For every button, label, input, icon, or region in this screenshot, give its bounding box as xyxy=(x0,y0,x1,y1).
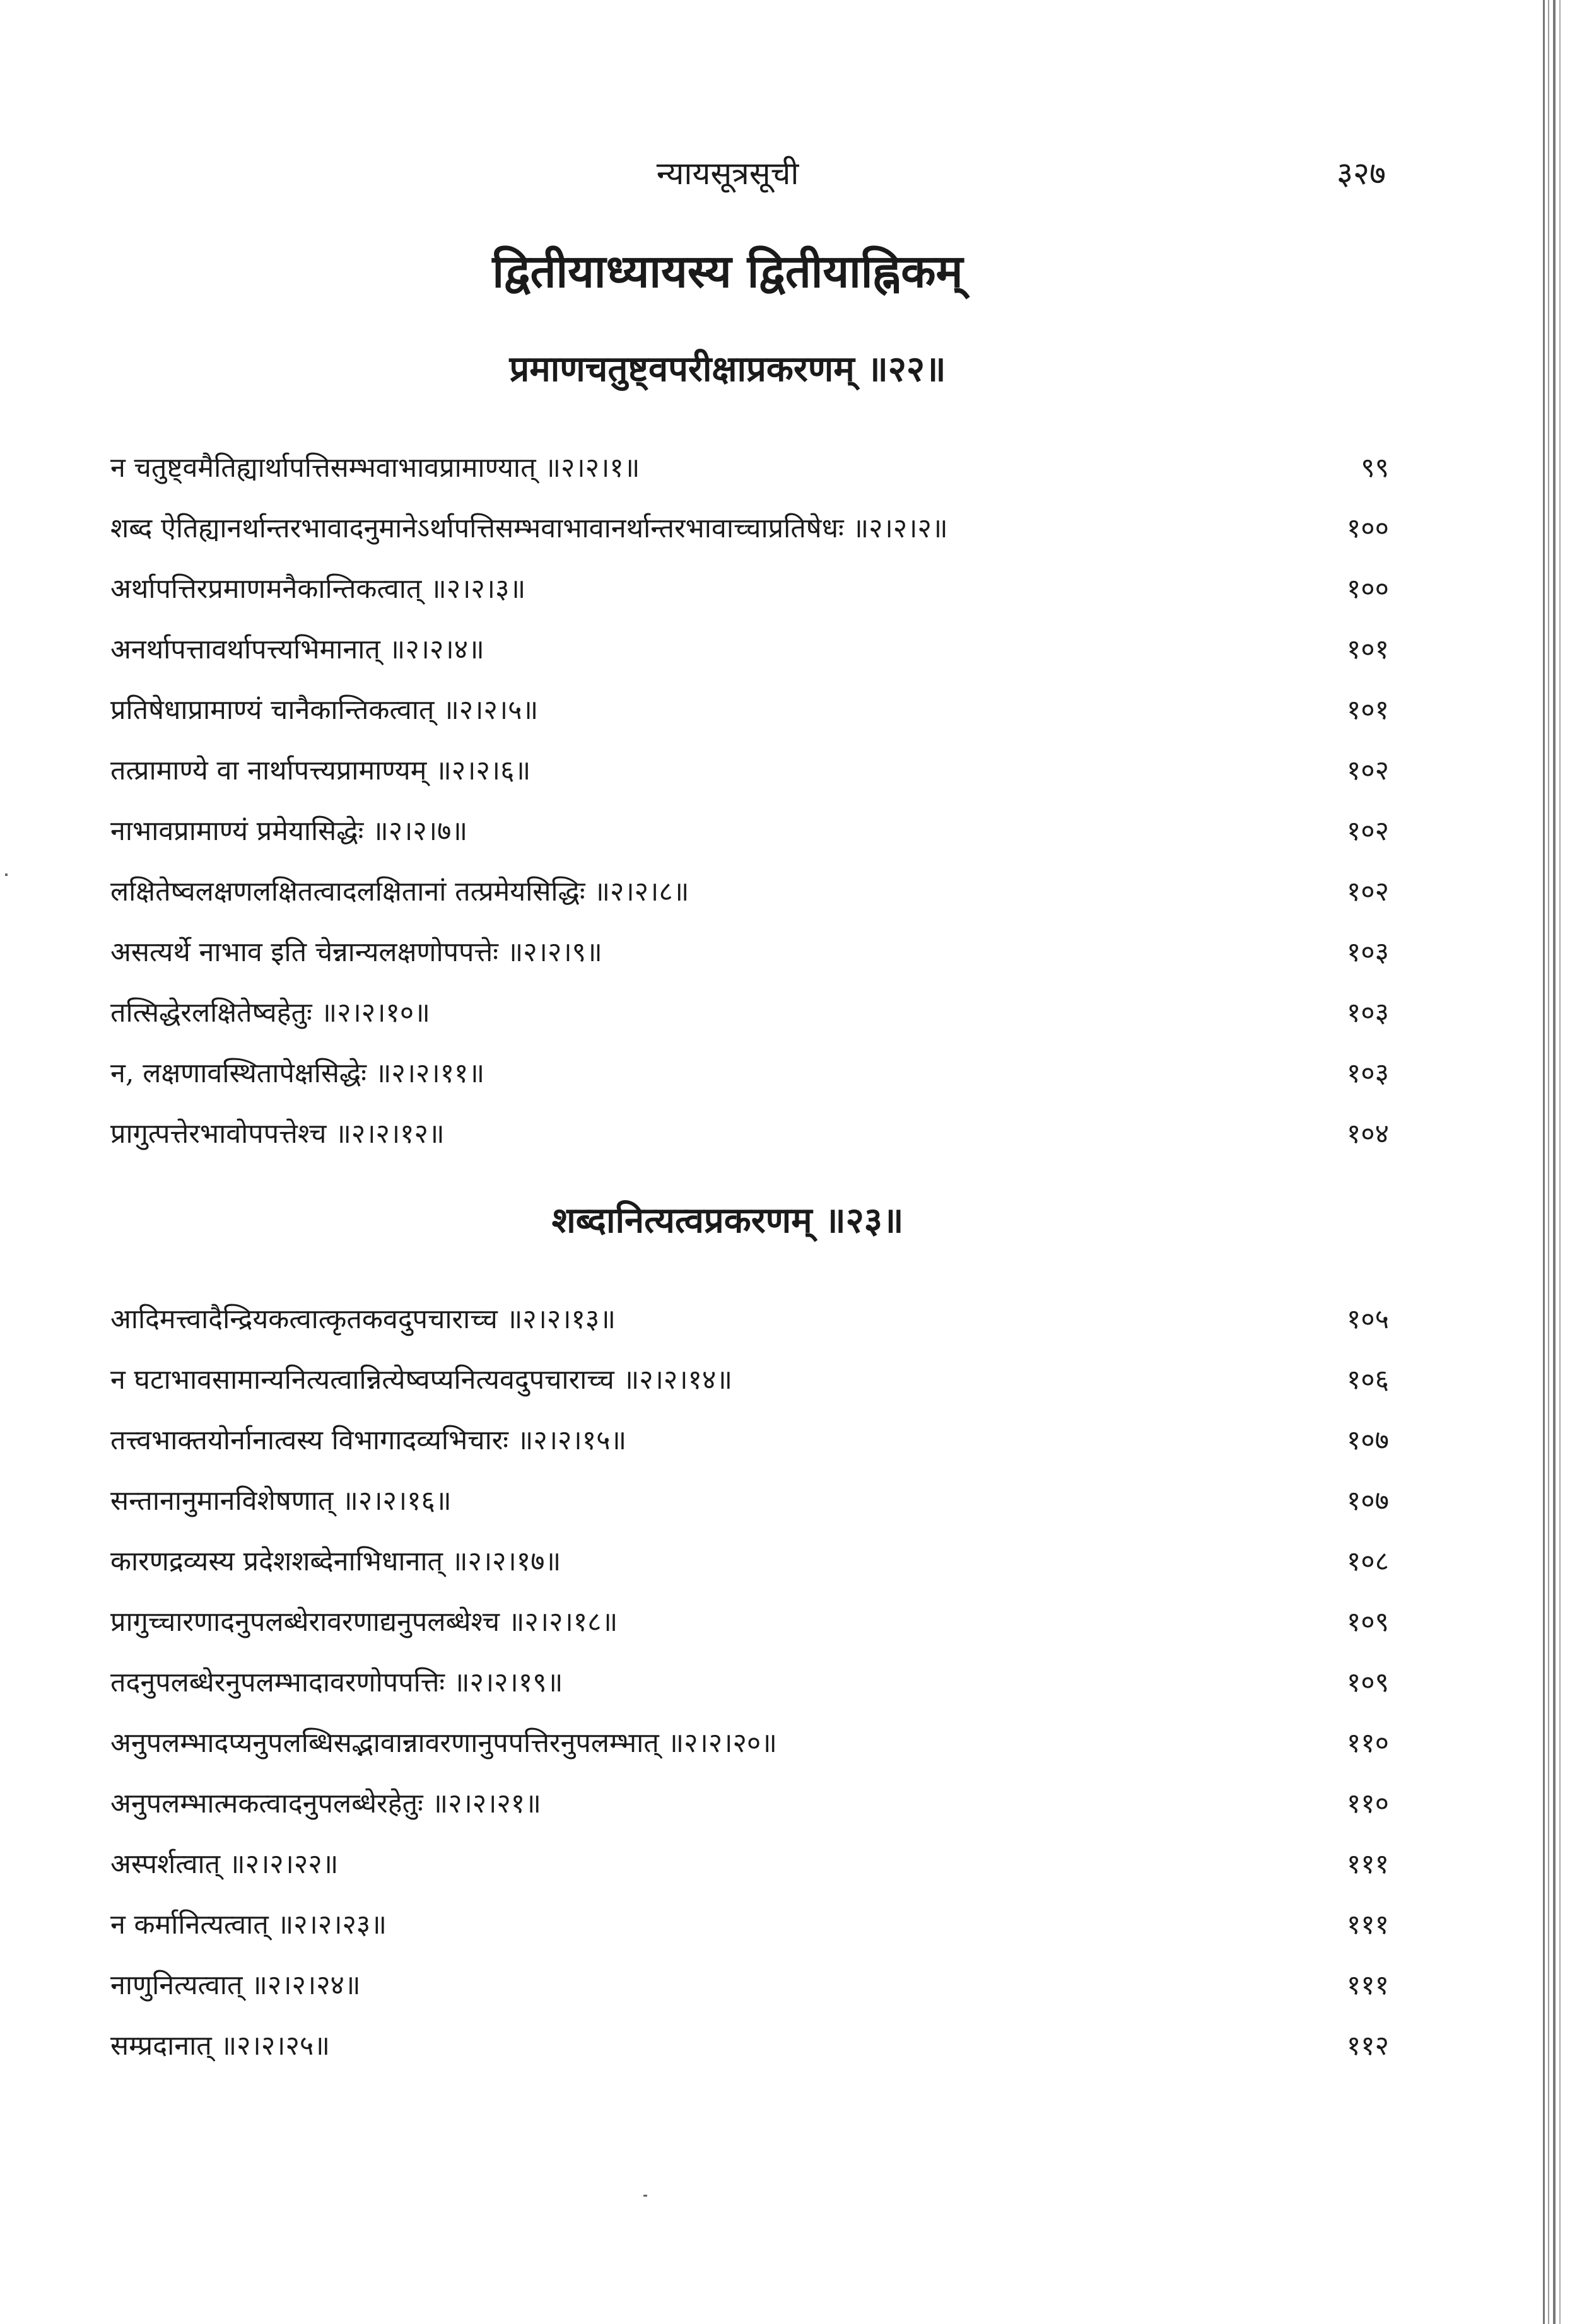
running-title: न्यायसूत्रसूची xyxy=(656,155,799,192)
sutra-text: प्रतिषेधाप्रामाण्यं चानैकान्तिकत्वात् ॥२।२।५॥ xyxy=(110,694,539,726)
sutra-page-ref: १०२ xyxy=(1346,815,1389,847)
sutra-text: न चतुष्ट्वमैतिह्यार्थापत्तिसम्भवाभावप्रामाण्यात् ॥२।२।१॥ xyxy=(110,452,640,484)
sutra-text: नाभावप्रामाण्यं प्रमेयासिद्धेः ॥२।२।७॥ xyxy=(110,815,468,847)
sutra-page-ref: १०३ xyxy=(1346,937,1389,968)
sutra-text: तत्त्वभाक्तयोर्नानात्वस्य विभागादव्यभिचारः ॥२।२।१५॥ xyxy=(110,1425,627,1456)
sutra-page-ref: १०३ xyxy=(1346,997,1389,1029)
sutra-page-ref: ११२ xyxy=(1346,2030,1389,2062)
sutra-entry xyxy=(0,559,1594,619)
running-head xyxy=(0,148,1594,199)
sutra-text: अनर्थापत्तावर्थापत्त्यभिमानात् ॥२।२।४॥ xyxy=(110,634,484,665)
sutra-text: सम्प्रदानात् ॥२।२।२५॥ xyxy=(110,2030,330,2062)
sutra-page-ref: १०२ xyxy=(1346,876,1389,908)
sutra-page-ref: १०० xyxy=(1346,573,1389,605)
sutra-entry xyxy=(0,861,1594,922)
sutra-page-ref: ९९ xyxy=(1361,452,1389,484)
sutra-entry xyxy=(0,1713,1594,1773)
sutra-entry xyxy=(0,1955,1594,2016)
sutra-entry xyxy=(0,680,1594,740)
scan-speck xyxy=(5,873,8,876)
sutra-page-ref: १०४ xyxy=(1346,1118,1389,1150)
sutra-entry xyxy=(0,1592,1594,1652)
sutra-page-ref: १०५ xyxy=(1346,1304,1389,1335)
sutra-text: नाणुनित्यत्वात् ॥२।२।२४॥ xyxy=(110,1970,361,2001)
sutra-text: असत्यर्थे नाभाव इति चेन्नान्यलक्षणोपपत्तेः ॥२।२।९॥ xyxy=(110,937,602,968)
section-heading: शब्दानित्यत्वप्रकरणम् ॥२३॥ xyxy=(551,1200,904,1241)
sutra-entry xyxy=(0,1350,1594,1410)
sutra-text: शब्द ऐतिह्यानर्थान्तरभावादनुमानेऽर्थापत्तिसम्भवाभावानर्थान्तरभावाच्चाप्रतिषेधः ॥२।२।२॥ xyxy=(110,513,948,544)
sutra-page-ref: १११ xyxy=(1346,1909,1389,1941)
sutra-entry xyxy=(0,983,1594,1043)
sutra-entry xyxy=(0,498,1594,559)
sutra-text: न कर्मानित्यत्वात् ॥२।२।२३॥ xyxy=(110,1909,387,1941)
sutra-page-ref: १०१ xyxy=(1346,694,1389,726)
sutra-text: अस्पर्शत्वात् ॥२।२।२२॥ xyxy=(110,1848,339,1880)
sutra-entry xyxy=(0,1471,1594,1531)
sutra-entry xyxy=(0,1895,1594,1955)
sutra-page-ref: १०२ xyxy=(1346,755,1389,786)
sutra-page-ref: ११० xyxy=(1346,1727,1389,1759)
sutra-text: अर्थापत्तिरप्रमाणमनैकान्तिकत्वात् ॥२।२।३॥ xyxy=(110,573,526,605)
section-pramana xyxy=(0,341,1594,1164)
sutra-text: प्रागुच्चारणादनुपलब्धेरावरणाद्यनुपलब्धेश्च ॥२।२।१८॥ xyxy=(110,1606,618,1638)
sutra-text: अनुपलम्भादप्यनुपलब्धिसद्भावान्नावरणानुपपत्तिरनुपलम्भात् ॥२।२।२०॥ xyxy=(110,1727,777,1759)
sutra-entry xyxy=(0,438,1594,498)
sutra-page-ref: १०८ xyxy=(1346,1546,1389,1577)
sutra-page-ref: १११ xyxy=(1346,1970,1389,2001)
sutra-entry xyxy=(0,1773,1594,1834)
sutra-page-ref: १०३ xyxy=(1346,1058,1389,1089)
sutra-text: कारणद्रव्यस्य प्रदेशशब्देनाभिधानात् ॥२।२।१७॥ xyxy=(110,1546,561,1577)
sutra-text: सन्तानानुमानविशेषणात् ॥२।२।१६॥ xyxy=(110,1485,452,1517)
sutra-page-ref: ११० xyxy=(1346,1788,1389,1819)
sutra-page-ref: १०९ xyxy=(1346,1667,1389,1698)
sutra-list xyxy=(0,1289,1594,2076)
sutra-entry xyxy=(0,801,1594,861)
sutra-entry xyxy=(0,2016,1594,2076)
sutra-entry xyxy=(0,922,1594,983)
sutra-page-ref: १०१ xyxy=(1346,634,1389,665)
section-shabda xyxy=(0,1192,1594,2076)
sutra-entry xyxy=(0,1834,1594,1895)
sutra-page-ref: १०७ xyxy=(1346,1485,1389,1517)
sutra-text: तत्प्रामाण्ये वा नार्थापत्त्यप्रामाण्यम् ॥२।२।६॥ xyxy=(110,755,531,786)
page-number: ३२७ xyxy=(1337,155,1386,192)
sutra-entry xyxy=(0,1531,1594,1592)
sutra-entry xyxy=(0,619,1594,680)
chapter-title: द्वितीयाध्यायस्य द्वितीयाह्निकम् xyxy=(492,244,963,298)
sutra-text: तत्सिद्धेरलक्षितेष्वहेतुः ॥२।२।१०॥ xyxy=(110,997,430,1029)
sutra-entry xyxy=(0,740,1594,801)
scan-speck xyxy=(643,2195,647,2197)
sutra-text: तदनुपलब्धेरनुपलम्भादावरणोपपत्तिः ॥२।२।१९॥ xyxy=(110,1667,563,1698)
sutra-entry xyxy=(0,1289,1594,1350)
sutra-page-ref: १११ xyxy=(1346,1848,1389,1880)
sutra-text: आदिमत्त्वादैन्द्रियकत्वात्कृतकवदुपचाराच्च ॥२।२।१३॥ xyxy=(110,1304,616,1335)
sutra-entry xyxy=(0,1410,1594,1471)
sutra-page-ref: १०६ xyxy=(1346,1364,1389,1396)
sutra-text: अनुपलम्भात्मकत्वादनुपलब्धेरहेतुः ॥२।२।२१॥ xyxy=(110,1788,541,1819)
sutra-entry xyxy=(0,1104,1594,1164)
sutra-page-ref: १०९ xyxy=(1346,1606,1389,1638)
sutra-entry xyxy=(0,1043,1594,1104)
sutra-page-ref: १०७ xyxy=(1346,1425,1389,1456)
sutra-page-ref: १०० xyxy=(1346,513,1389,544)
sutra-text: लक्षितेष्वलक्षणलक्षितत्वादलक्षितानां तत्प्रमेयसिद्धिः ॥२।२।८॥ xyxy=(110,876,689,908)
section-heading: प्रमाणचतुष्ट्वपरीक्षाप्रकरणम् ॥२२॥ xyxy=(509,348,946,390)
sutra-text: न घटाभावसामान्यनित्यत्वान्नित्येष्वप्यनित्यवदुपचाराच्च ॥२।२।१४॥ xyxy=(110,1364,733,1396)
sutra-entry xyxy=(0,1652,1594,1713)
sutra-text: प्रागुत्पत्तेरभावोपपत्तेश्च ॥२।२।१२॥ xyxy=(110,1118,445,1150)
sutra-text: न, लक्षणावस्थितापेक्षसिद्धेः ॥२।२।११॥ xyxy=(110,1058,485,1089)
sutra-list xyxy=(0,438,1594,1164)
